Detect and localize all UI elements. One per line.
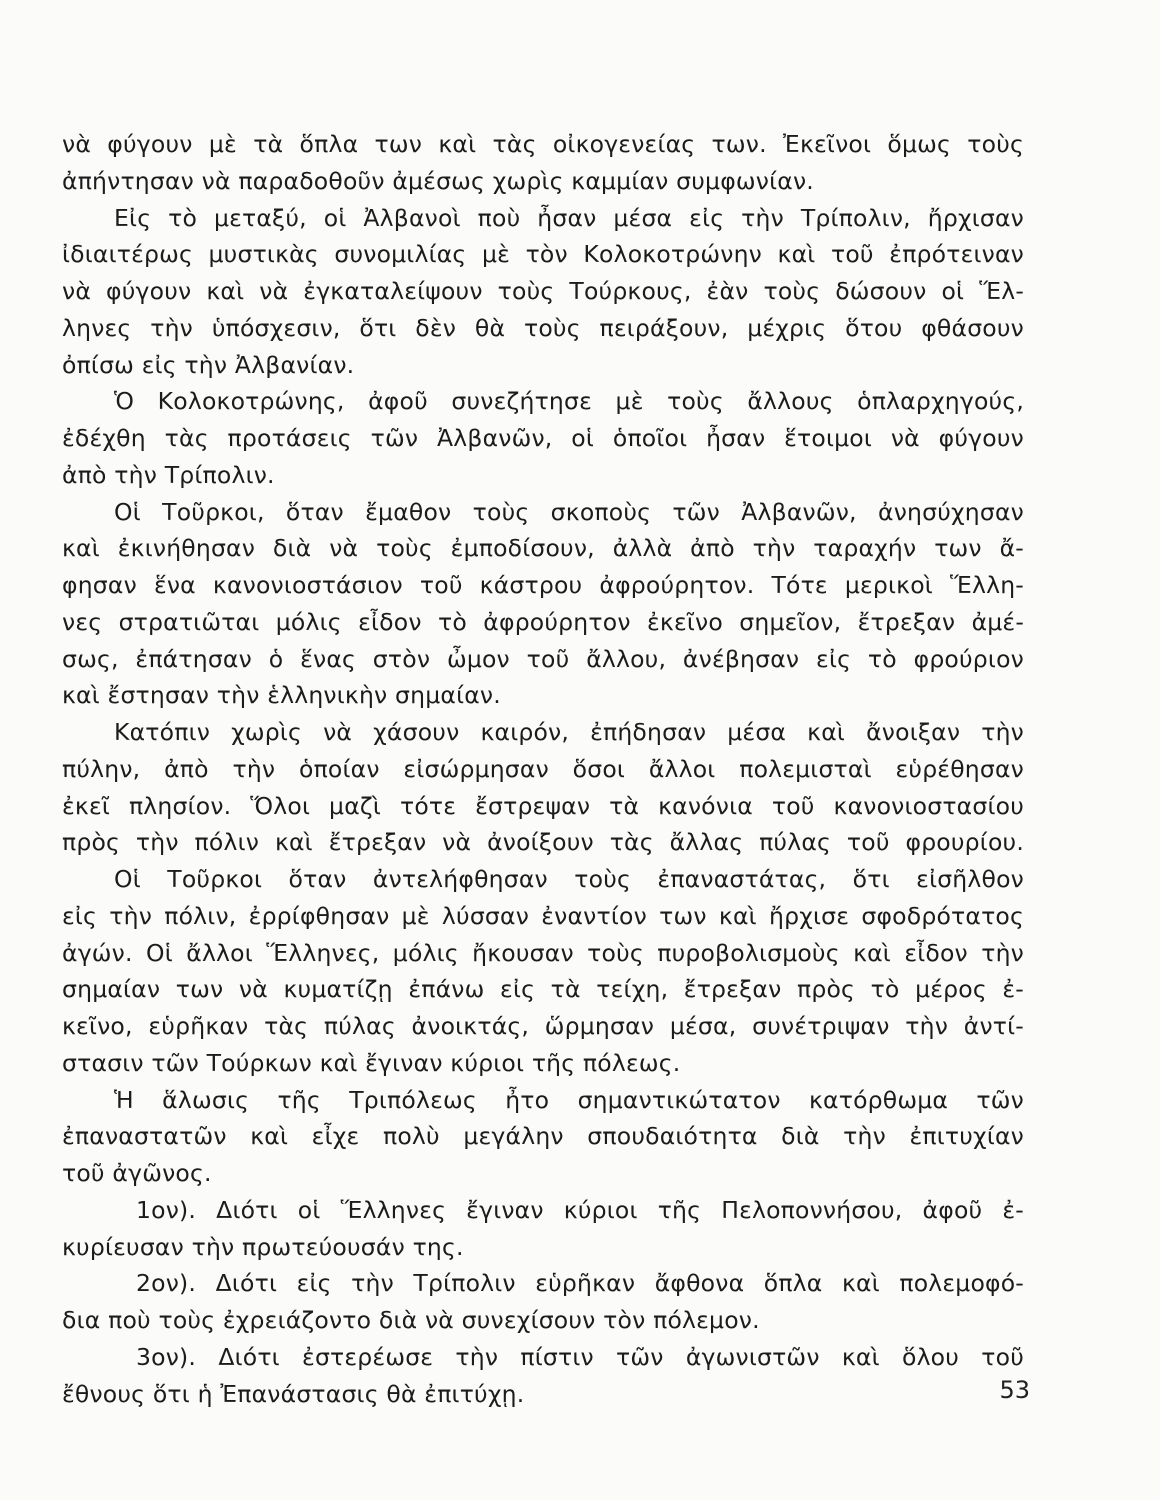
text-line: ἰδιαιτέρως μυστικὰς συνομιλίας μὲ τὸν Κολοκοτρώνην καὶ τοῦ ἐπρότειναν bbox=[62, 240, 1024, 269]
text-line: σημαίαν των νὰ κυματίζῃ ἐπάνω εἰς τὰ τείχη, ἔτρεξαν πρὸς τὸ μέρος ἐ- bbox=[62, 975, 1024, 1004]
text-line: φησαν ἕνα κανονιοστάσιον τοῦ κάστρου ἀφρούρητον. Τότε μερικοὶ Ἕλλη- bbox=[62, 571, 1024, 599]
text-line: καὶ ἔστησαν τὴν ἑλληνικὴν σημαίαν. bbox=[62, 681, 501, 710]
text-line: ἀγών. Οἱ ἄλλοι Ἕλληνες, μόλις ἤκουσαν τοὺς πυροβολισμοὺς καὶ εἶδον τὴν bbox=[62, 938, 1024, 967]
text-line: 3ον). Διότι ἐστερέωσε τὴν πίστιν τῶν ἀγωνιστῶν καὶ ὅλου τοῦ bbox=[136, 1342, 1024, 1371]
body-text bbox=[62, 126, 1024, 1412]
text-line: νὰ φύγουν καὶ νὰ ἐγκαταλείψουν τοὺς Τούρκους, ἐὰν τοὺς δώσουν οἱ Ἕλ- bbox=[62, 277, 1024, 305]
text-line: 1ον). Διότι οἱ Ἕλληνες ἔγιναν κύριοι τῆς Πελοποννήσου, ἀφοῦ ἐ- bbox=[136, 1195, 1024, 1224]
text-line: Ὁ Κολοκοτρώνης, ἀφοῦ συνεζήτησε μὲ τοὺς ἄλλους ὁπλαρχηγούς, bbox=[114, 387, 1024, 416]
text-line: ἐπαναστατῶν καὶ εἶχε πολὺ μεγάλην σπουδαιότητα διὰ τὴν ἐπιτυχίαν bbox=[62, 1122, 1024, 1151]
text-line: ληνες τὴν ὑπόσχεσιν, ὅτι δὲν θὰ τοὺς πειράξουν, μέχρις ὅτου φθάσουν bbox=[62, 313, 1024, 342]
text-line: πύλην, ἀπὸ τὴν ὁποίαν εἰσώρμησαν ὅσοι ἄλλοι πολεμισταὶ εὑρέθησαν bbox=[62, 754, 1024, 783]
page-number: 53 bbox=[999, 1376, 1030, 1404]
text-line: νὰ φύγουν μὲ τὰ ὅπλα των καὶ τὰς οἰκογενείας των. Ἐκεῖνοι ὅμως τοὺς bbox=[62, 130, 1024, 158]
text-line: ἀπὸ τὴν Τρίπολιν. bbox=[62, 460, 275, 489]
text-line: Κατόπιν χωρὶς νὰ χάσουν καιρόν, ἐπήδησαν μέσα καὶ ἄνοιξαν τὴν bbox=[114, 718, 1024, 746]
text-line: 2ον). Διότι εἰς τὴν Τρίπολιν εὑρῆκαν ἄφθονα ὅπλα καὶ πολεμοφό- bbox=[136, 1269, 1024, 1298]
text-line: ἔθνους ὅτι ἡ Ἐπανάστασις θὰ ἐπιτύχῃ. bbox=[62, 1379, 525, 1408]
text-line: ἐκεῖ πλησίον. Ὅλοι μαζὶ τότε ἔστρεψαν τὰ κανόνια τοῦ κανονιοστασίου bbox=[62, 791, 1024, 820]
text-line: νες στρατιῶται μόλις εἶδον τὸ ἀφρούρητον ἐκεῖνο σημεῖον, ἔτρεξαν ἀμέ- bbox=[62, 607, 1024, 636]
text-line: Ἡ ἅλωσις τῆς Τριπόλεως ἦτο σημαντικώτατον κατόρθωμα τῶν bbox=[114, 1085, 1024, 1114]
text-line: ὀπίσω εἰς τὴν Ἀλβανίαν. bbox=[62, 350, 355, 379]
text-line: κυρίευσαν τὴν πρωτεύουσάν της. bbox=[62, 1232, 464, 1261]
text-line: τοῦ ἀγῶνος. bbox=[62, 1159, 212, 1187]
text-line: Εἰς τὸ μεταξύ, οἱ Ἀλβανοὶ ποὺ ἦσαν μέσα εἰς τὴν Τρίπολιν, ἤρχισαν bbox=[114, 203, 1024, 232]
text-line: σως, ἐπάτησαν ὁ ἕνας στὸν ὦμον τοῦ ἄλλου, ἀνέβησαν εἰς τὸ φρούριον bbox=[62, 644, 1024, 673]
text-line: δια ποὺ τοὺς ἐχρειάζοντο διὰ νὰ συνεχίσουν τὸν πόλεμον. bbox=[62, 1306, 760, 1334]
text-line: ἀπήντησαν νὰ παραδοθοῦν ἀμέσως χωρὶς καμμίαν συμφωνίαν. bbox=[62, 166, 814, 195]
text-line: κεῖνο, εὑρῆκαν τὰς πύλας ἀνοικτάς, ὥρμησαν μέσα, συνέτριψαν τὴν ἀντί- bbox=[62, 1012, 1024, 1040]
text-line: καὶ ἐκινήθησαν διὰ νὰ τοὺς ἐμποδίσουν, ἀλλὰ ἀπὸ τὴν ταραχήν των ἄ- bbox=[62, 534, 1024, 563]
text-line: στασιν τῶν Τούρκων καὶ ἔγιναν κύριοι τῆς πόλεως. bbox=[62, 1048, 681, 1077]
text-line: πρὸς τὴν πόλιν καὶ ἔτρεξαν νὰ ἀνοίξουν τὰς ἄλλας πύλας τοῦ φρουρίου. bbox=[62, 828, 1024, 857]
text-line: ἐδέχθη τὰς προτάσεις τῶν Ἀλβανῶν, οἱ ὁποῖοι ἦσαν ἕτοιμοι νὰ φύγουν bbox=[62, 424, 1024, 452]
text-line: Οἱ Τοῦρκοι, ὅταν ἔμαθον τοὺς σκοποὺς τῶν Ἀλβανῶν, ἀνησύχησαν bbox=[114, 497, 1024, 526]
text-line: Οἱ Τοῦρκοι ὅταν ἀντελήφθησαν τοὺς ἐπαναστάτας, ὅτι εἰσῆλθον bbox=[114, 865, 1024, 893]
text-line: εἰς τὴν πόλιν, ἐρρίφθησαν μὲ λύσσαν ἐναντίον των καὶ ἤρχισε σφοδρότατος bbox=[62, 901, 1024, 930]
